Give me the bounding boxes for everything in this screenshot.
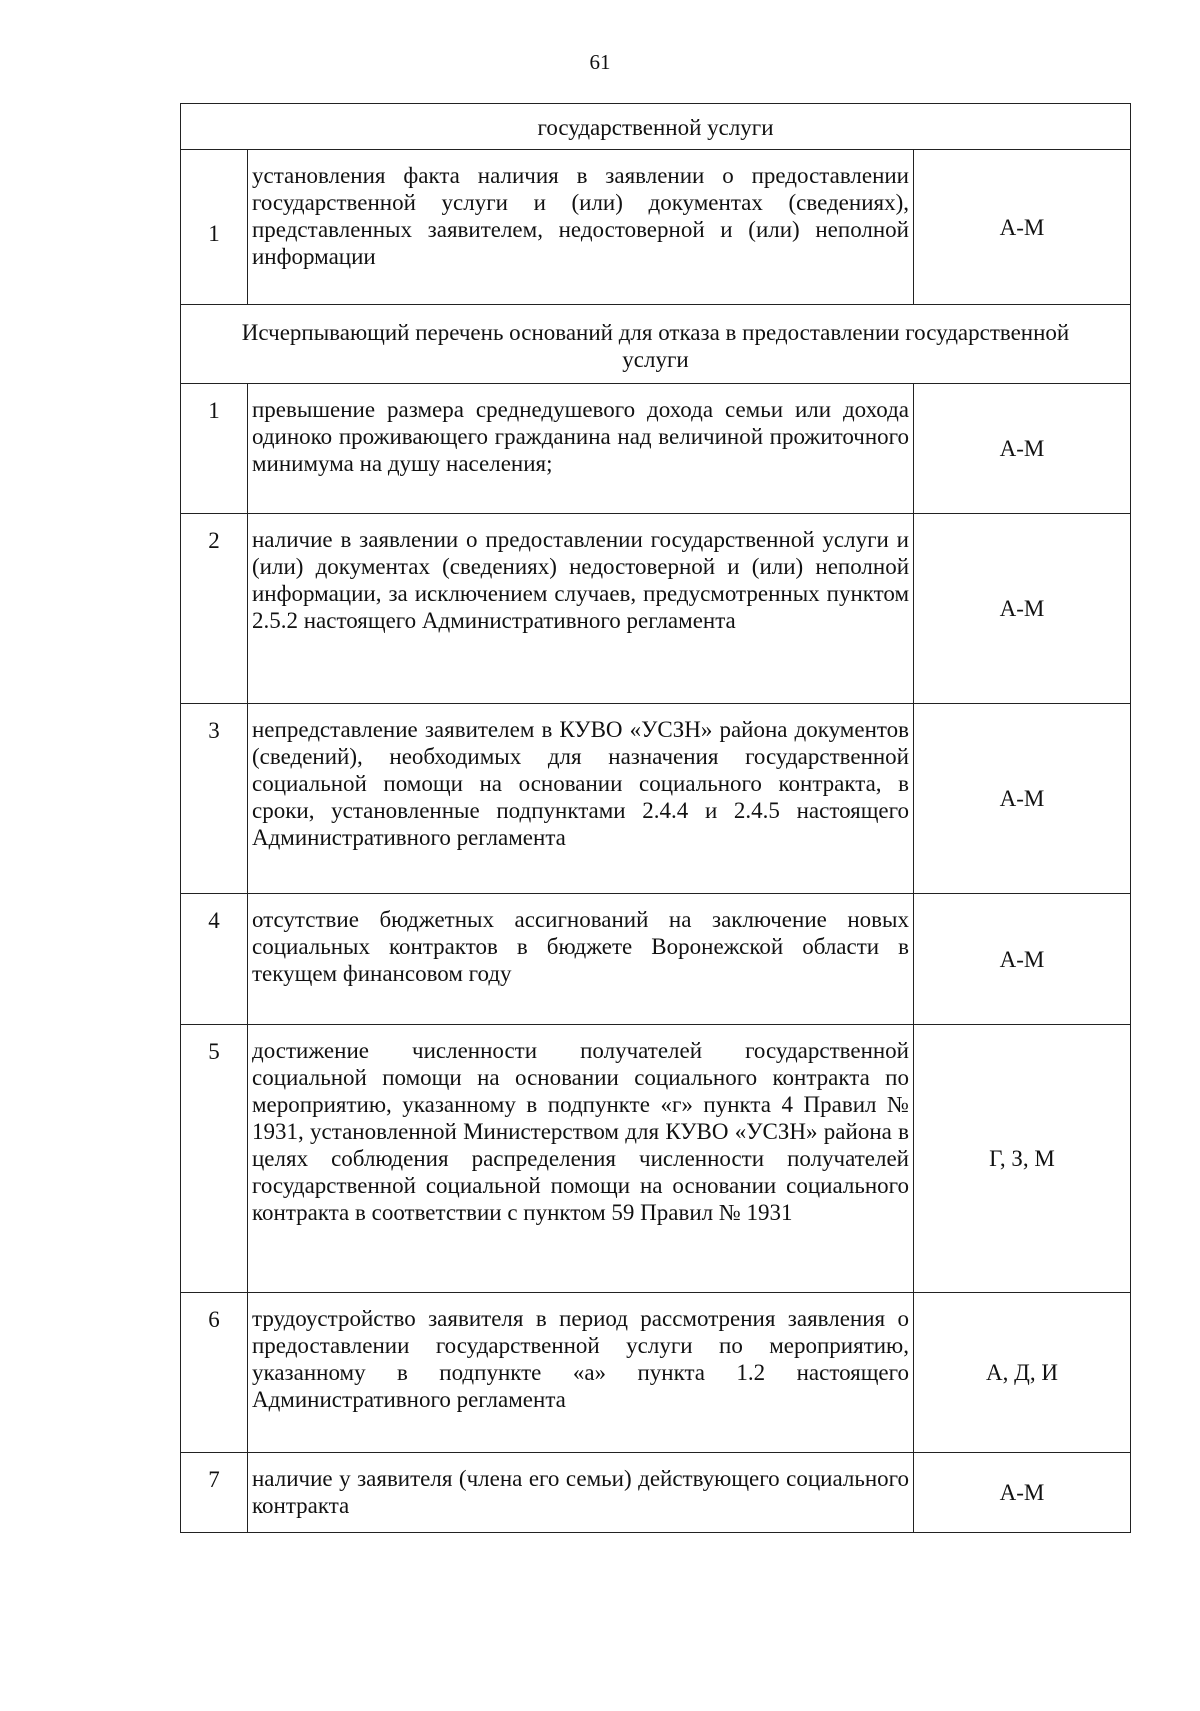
page-number: 61 <box>589 50 611 74</box>
row-text: превышение размера среднедушевого дохода семьи или дохода одиноко проживающего гражданина над величиной прожиточного минимума на душу населения; <box>248 384 914 514</box>
row-code: Г, З, М <box>914 1025 1131 1293</box>
row-text: непредставление заявителем в КУВО «УСЗН» района документов (сведений), необходимых для назначения государственной социальной помощи на основании социального контракта, в сроки, установленные подпунктами 2.4.4 и 2.4.5 настоящего Административного регламента <box>248 704 914 894</box>
row-text: трудоустройство заявителя в период рассмотрения заявления о предоставлении государственной услуги по мероприятию, указанному в подпункте «а» пункта 1.2 настоящего Административного регламента <box>248 1293 914 1453</box>
row-code: А-М <box>914 150 1131 305</box>
table-header-row <box>181 104 1131 150</box>
row-code: А-М <box>914 1453 1131 1533</box>
grounds-table <box>180 103 1131 1533</box>
row-code: А, Д, И <box>914 1293 1131 1453</box>
row-code: А-М <box>914 894 1131 1025</box>
row-number: 4 <box>181 894 248 1025</box>
table-row <box>181 1025 1131 1293</box>
table-row <box>181 1453 1131 1533</box>
row-text: достижение численности получателей государственной социальной помощи на основании социального контракта по мероприятию, указанному в подпункте «г» пункта 4 Правил № 1931, установленной Министерством для КУВО «УСЗН» района в целях соблюдения распределения численности получателей государственной социальной помощи на основании социального контракта в соответствии с пунктом 59 Правил № 1931 <box>248 1025 914 1293</box>
table-row <box>181 384 1131 514</box>
section-header-row <box>181 305 1131 384</box>
row-code: А-М <box>914 704 1131 894</box>
table-row <box>181 704 1131 894</box>
row-text: наличие у заявителя (члена его семьи) действующего социального контракта <box>248 1453 914 1533</box>
row-number: 2 <box>181 514 248 704</box>
row-number: 3 <box>181 704 248 894</box>
table-row <box>181 150 1131 305</box>
row-text: установления факта наличия в заявлении о предоставлении государственной услуги и (или) документах (сведениях), представленных заявителем, недостоверной и (или) неполной информации <box>248 150 914 305</box>
row-number: 5 <box>181 1025 248 1293</box>
table-header-cell: государственной услуги <box>181 104 1131 150</box>
row-number: 1 <box>181 150 248 305</box>
row-number: 6 <box>181 1293 248 1453</box>
row-number: 7 <box>181 1453 248 1533</box>
section-title: Исчерпывающий перечень оснований для отказа в предоставлении государственной услуги <box>181 305 1131 384</box>
row-text: наличие в заявлении о предоставлении государственной услуги и (или) документах (сведениях) недостоверной и (или) неполной информации, за исключением случаев, предусмотренных пунктом 2.5.2 настоящего Административного регламента <box>248 514 914 704</box>
row-text: отсутствие бюджетных ассигнований на заключение новых социальных контрактов в бюджете Воронежской области в текущем финансовом году <box>248 894 914 1025</box>
table-row <box>181 514 1131 704</box>
row-code: А-М <box>914 514 1131 704</box>
row-code: А-М <box>914 384 1131 514</box>
table-row <box>181 1293 1131 1453</box>
row-number: 1 <box>181 384 248 514</box>
table-row <box>181 894 1131 1025</box>
